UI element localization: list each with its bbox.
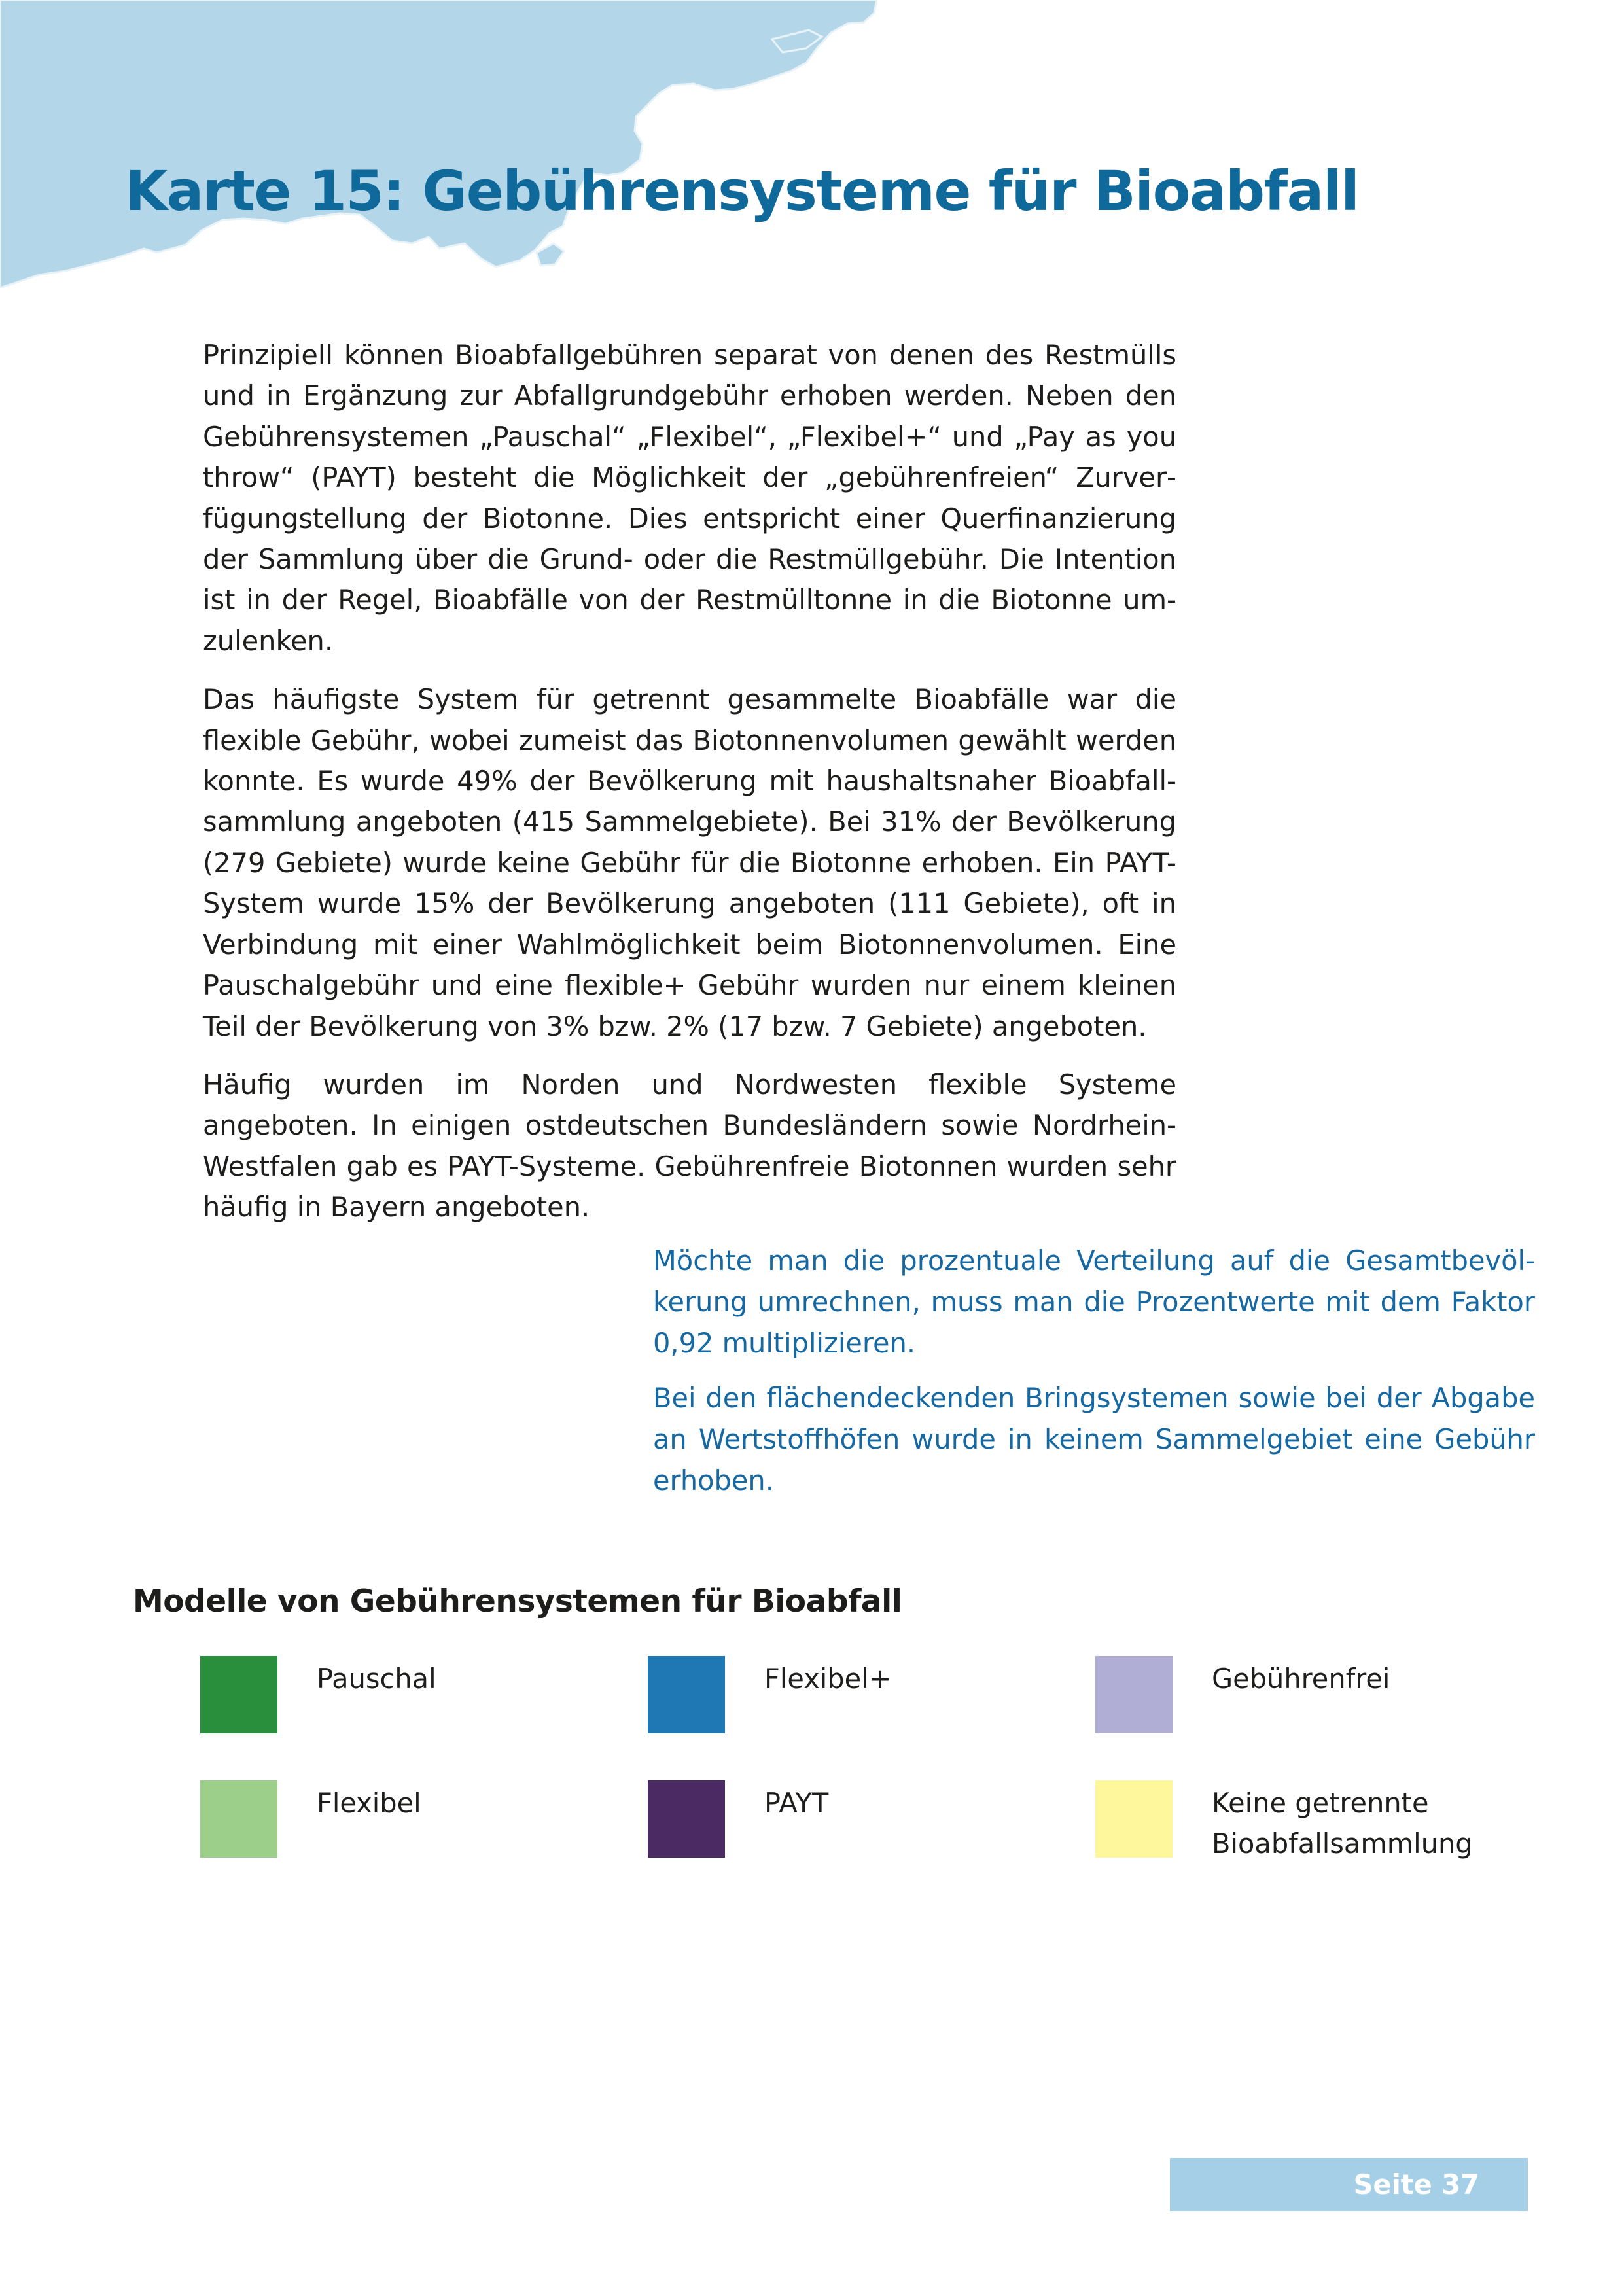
note-paragraph-bring-systems: Bei den flächendeckenden Bringsystemen sowie bei der Abgabe an Wertstoffhöfen wurde in keinem Sammelgebiet eine Gebühr erhoben. [653, 1382, 1535, 1496]
legend-label-payt: PAYT [764, 1787, 829, 1819]
legend-label-flexibel-plus: Flexibel+ [764, 1663, 892, 1695]
legend-swatch-keine-getrennte-sammlung [1095, 1780, 1173, 1858]
coastline-map-decoration [0, 0, 877, 288]
legend-label-keine-getrennte-sammlung: Keine getrennte Bioabfallsammlung [1212, 1787, 1473, 1860]
note-box [653, 1240, 1535, 1515]
paragraph-statistics: Das häufigste System für getrennt gesammelte Bioabfälle war die flexible Gebühr, wobei zumeist das Biotonnenvolumen gewählt werden konnte. Es wurde 49% der Bevölkerung mit haushaltsnaher Bioabfallsammlung angeboten (415 Sammelgebiete). Bei 31% der Bevölkerung (279 Gebiete) wurde keine Gebühr für die Biotonne erhoben. Ein PAYT-System wurde 15% der Bevölkerung angeboten (111 Gebiete), oft in Verbindung mit einer Wahlmöglichkeit beim Biotonnenvolumen. Eine Pauschalgebühr und eine flexible+ Gebühr wurden nur einem kleinen Teil der Bevölkerung von 3% bzw. 2% (17 bzw. 7 Gebiete) angeboten. [203, 683, 1176, 1042]
legend-label-pauschal: Pauschal [317, 1663, 436, 1695]
legend-label-flexibel: Flexibel [317, 1787, 421, 1819]
sea-area [0, 0, 877, 288]
page-number: Seite 37 [1353, 2168, 1479, 2200]
page-title: Karte 15: Gebührensysteme für Bioabfall [125, 159, 1359, 223]
legend-swatch-flexibel-plus [648, 1656, 725, 1733]
legend-swatch-flexibel [200, 1780, 277, 1858]
body-text [203, 335, 1176, 1246]
island-2 [537, 243, 564, 266]
paragraph-intro: Prinzipiell können Bioabfallgebühren separat von denen des Restmülls und in Ergänzung zur Abfallgrundgebühr erhoben werden. Neben den Gebührensystemen „Pauschal“ „Flexibel“, „Flexibel+“ und „Pay as you throw“ (PAYT) besteht die Möglichkeit der „gebührenfreien“ Zurverfügungstellung der Biotonne. Dies entspricht einer Querfinanzierung der Sammlung über die Grund- oder die Restmüllgebühr. Die Intention ist in der Regel, Bioabfälle von der Restmülltonne in die Biotonne umzulenken. [203, 339, 1176, 657]
page-number-box [1170, 2158, 1528, 2211]
legend-swatch-gebuehrenfrei [1095, 1656, 1173, 1733]
legend-swatch-pauschal [200, 1656, 277, 1733]
legend-swatch-payt [648, 1780, 725, 1858]
paragraph-regional: Häufig wurden im Norden und Nordwesten flexible Systeme angeboten. In einigen ostdeutschen Bundesländern sowie Nordrhein-Westfalen gab es PAYT-Systeme. Gebührenfreie Biotonnen wurden sehr häufig in Bayern angeboten. [203, 1068, 1176, 1224]
legend-title: Modelle von Gebührensystemen für Bioabfall [133, 1583, 902, 1619]
legend-label-gebuehrenfrei: Gebührenfrei [1212, 1663, 1390, 1695]
note-paragraph-conversion: Möchte man die prozentuale Verteilung auf die Gesamtbevölkerung umrechnen, muss man die Prozentwerte mit dem Faktor 0,92 multiplizieren. [653, 1245, 1535, 1359]
